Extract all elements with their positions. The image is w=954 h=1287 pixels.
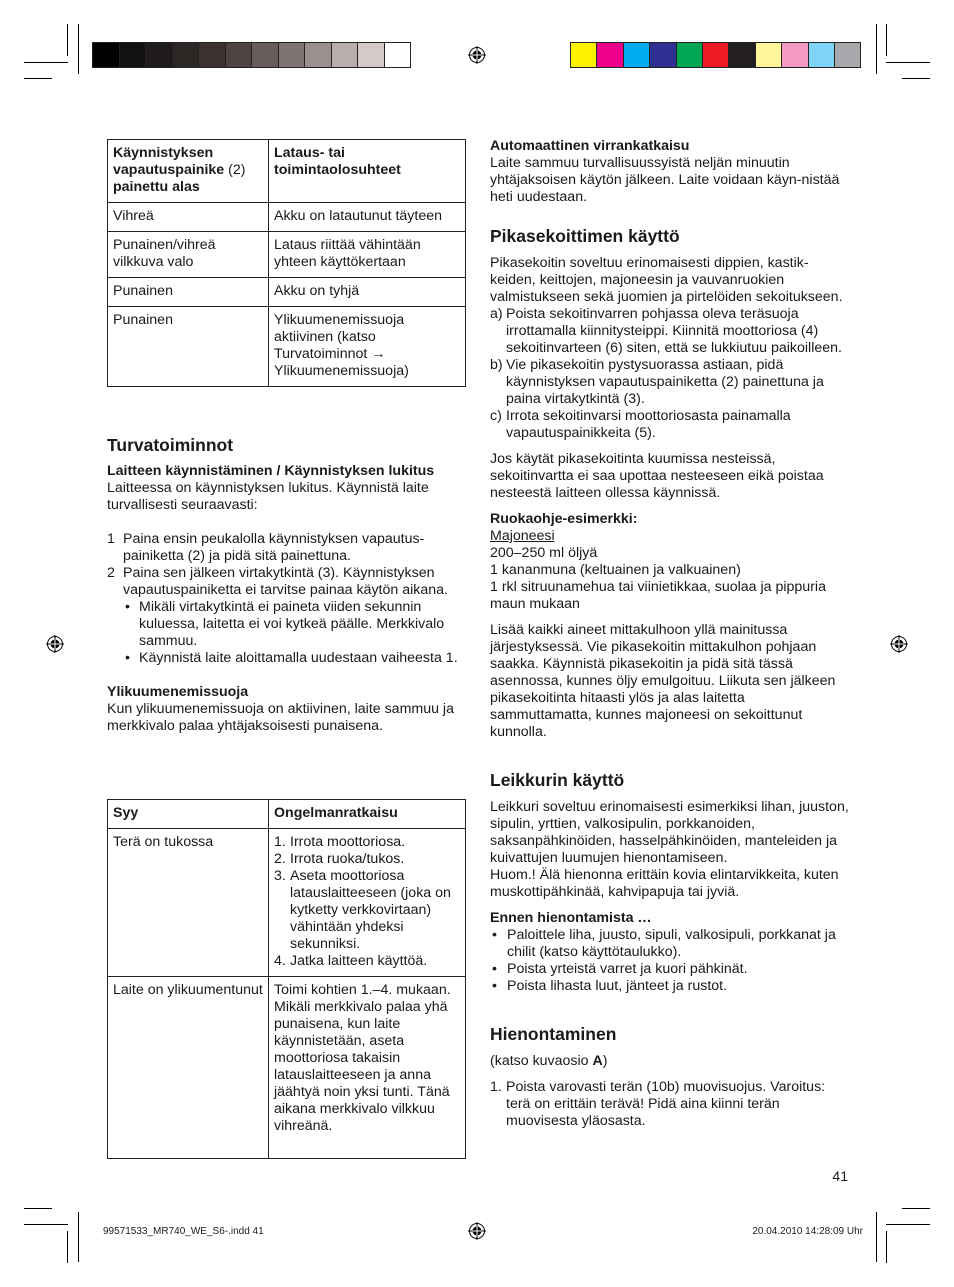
- paragraph: Jos käytät pikasekoitinta kuumissa nesteissä, sekoitinvartta ei saa upottaa nesteeseen eikä poistaa nesteestä laitteen ollessa käynnissä.: [490, 451, 824, 501]
- recipe-line: 1 kananmuna (keltuainen ja valkuainen): [490, 562, 741, 578]
- table-cell: [269, 829, 466, 977]
- list-item: 1. Poista varovasti terän (10b) muovisuojus. Varoitus: terä on erittäin terävä! Pidä aina kiinni terän muovisesta yläosasta.: [490, 1079, 826, 1129]
- subheading: Automaattinen virrankatkaisu: [490, 138, 690, 154]
- table-row: [108, 977, 466, 1159]
- table-cell: Punainen/vihreä vilkkuva valo: [108, 232, 269, 278]
- table-row: [108, 829, 466, 977]
- safety-section: [107, 435, 467, 735]
- color-swatch: [172, 42, 200, 68]
- table-cell: Akku on latautunut täyteen: [269, 203, 466, 232]
- list-item: c) Irrota sekoitinvarsi moottoriosasta painamalla vapautuspainikkeita (5).: [490, 408, 791, 441]
- recipe-line: 1 rkl sitruunamehua tai viinietikkaa, suolaa ja pippuria maun mukaan: [490, 579, 826, 612]
- paragraph: Kun ylikuumenemissuoja on aktiivinen, laite sammuu ja merkkivalo palaa yhtäjaksoisesti punaisena.: [107, 701, 454, 734]
- troubleshooting-table: [107, 799, 466, 1159]
- list-item: • Mikäli virtakytkintä ei paineta viiden sekunnin kuluessa, laitetta ei voi kytkeä päälle. Merkkivalo sammuu.: [125, 599, 445, 649]
- table-header-cell: Syy: [108, 800, 269, 829]
- color-swatch: [304, 42, 332, 68]
- table-header-cell: Ongelmanratkaisu: [269, 800, 466, 829]
- color-swatch: [755, 42, 782, 68]
- table-cell: Punainen: [108, 307, 269, 387]
- table-header-row: [108, 140, 466, 203]
- paragraph: Laitteessa on käynnistyksen lukitus. Käynnistä laite turvallisesti seuraavasti:: [107, 480, 429, 513]
- registration-mark-icon: [46, 635, 64, 653]
- table-cell: Laite on ylikuumentunut: [108, 977, 269, 1159]
- list-item: • Poista yrteistä varret ja kuori pähkinät.: [492, 961, 748, 977]
- color-swatch: [251, 42, 279, 68]
- list-item: • Paloittele liha, juusto, sipuli, valkosipuli, porkkanat ja chilit (katso käyttötaulukko).: [492, 927, 836, 960]
- color-swatch: [623, 42, 650, 68]
- table-header-row: [108, 800, 466, 829]
- table-cell: Akku on tyhjä: [269, 278, 466, 307]
- color-swatch: [702, 42, 729, 68]
- table-row: [108, 307, 466, 387]
- color-swatch: [808, 42, 835, 68]
- footer-date: 20.04.2010 14:28:09 Uhr: [752, 1226, 863, 1237]
- table-cell: Punainen: [108, 278, 269, 307]
- list-item: • Poista lihasta luut, jänteet ja rustot.: [492, 978, 728, 994]
- subheading: Ylikuumenemissuoja: [107, 684, 249, 700]
- list-item: 3. Aseta moottoriosa latauslaitteeseen (joka on kytketty verkkovirtaan) vähintään yhdeksi sekunniksi.: [274, 868, 451, 952]
- list-item: 2. Irrota ruoka/tukos.: [274, 851, 405, 867]
- color-swatch: [728, 42, 755, 68]
- subheading: Ennen hienontamista …: [490, 910, 652, 926]
- status-table: [107, 139, 466, 387]
- footer-filename: 99571533_MR740_WE_S6-.indd 41: [103, 1226, 264, 1237]
- list-item: 1. Irrota moottoriosa.: [274, 834, 406, 850]
- table-cell: Terä on tukossa: [108, 829, 269, 977]
- recipe-line: 200–250 ml öljyä: [490, 545, 598, 561]
- list-item: 4. Jatka laitteen käyttöä.: [274, 953, 428, 969]
- paragraph: Laite sammuu turvallisuussyistä neljän minuutin yhtäjaksoisen käytön jälkeen. Laite voidaan käyn-nistää heti uudestaan.: [490, 155, 840, 205]
- table-cell: Lataus riittää vähintään yhteen käyttökertaan: [269, 232, 466, 278]
- list-item: 1 Paina ensin peukalolla käynnistyksen vapautus-painiketta (2) ja pidä sitä painettuna.: [107, 531, 425, 564]
- table-cell: Toimi kohtien 1.–4. mukaan. Mikäli merkkivalo palaa yhä punaisena, kun laite käynnistetään, aseta moottoriosa takaisin latauslaitteeseen ja anna jäähtyä noin yksi tunti. Tänä aikana merkkivalo vilkkuu vihreänä.: [269, 977, 466, 1159]
- section-heading: Leikkurin käyttö: [490, 770, 625, 790]
- section-heading: Pikasekoittimen käyttö: [490, 226, 680, 246]
- paragraph: Huom.! Älä hienonna erittäin kovia elintarvikkeita, kuten muskottipähkinää, kahvipapuja tai jyviä.: [490, 867, 839, 900]
- list-item: 2 Paina sen jälkeen virtakytkintä (3). Käynnistyksen vapautuspainiketta ei tarvitse painaa käytön aikana.: [107, 565, 448, 598]
- table-cell: Ylikuumenemissuoja aktiivinen (katso Turvatoiminnot → Ylikuumenemissuoja): [269, 307, 466, 387]
- table-header-cell: Lataus- tai toimintaolosuhteet: [269, 140, 466, 203]
- color-swatch: [649, 42, 676, 68]
- table-row: [108, 203, 466, 232]
- paragraph: Leikkuri soveltuu erinomaisesti esimerkiksi lihan, juuston, sipulin, yrttien, valkosipulin, porkkanoiden, saksanpähkinöiden, hasselpähkinöiden, manteleiden ja kuivattujen luumujen hienontamiseen.: [490, 799, 849, 866]
- section-heading: Hienontaminen: [490, 1024, 617, 1044]
- table-row: [108, 232, 466, 278]
- list-item: a) Poista sekoitinvarren pohjassa oleva teräsuoja irrottamalla kiinnitysteippi. Kiinnitä moottoriosa (4) sekoitinvarteen (6) siten, että se lukkiutuu paikoilleen.: [490, 306, 842, 356]
- color-swatch: [834, 42, 861, 68]
- registration-mark-icon: [468, 46, 486, 64]
- registration-mark-icon: [468, 1222, 486, 1240]
- color-swatch: [384, 42, 412, 68]
- registration-mark-icon: [890, 635, 908, 653]
- list-item: • Käynnistä laite aloittamalla uudestaan vaiheesta 1.: [125, 650, 458, 666]
- right-column: [490, 138, 850, 1130]
- paragraph: (katso kuvaosio A): [490, 1053, 608, 1069]
- color-swatch: [596, 42, 623, 68]
- page-number: 41: [832, 1168, 848, 1184]
- table-row: [108, 278, 466, 307]
- color-swatch: [357, 42, 385, 68]
- numbered-list: [107, 531, 467, 667]
- recipe-name: Majoneesi: [490, 528, 555, 544]
- subheading: Laitteen käynnistäminen / Käynnistyksen lukitus: [107, 463, 435, 479]
- table-header-cell: Käynnistyksen vapautuspainike (2) painettu alas: [108, 140, 269, 203]
- section-heading: Turvatoiminnot: [107, 435, 234, 455]
- color-swatch: [198, 42, 226, 68]
- paragraph: Pikasekoitin soveltuu erinomaisesti dippien, kastik-keiden, keittojen, majoneesin ja vauvanruokien valmistukseen sekä juomien ja pirtelöiden sekoitukseen.: [490, 255, 843, 305]
- color-swatch: [119, 42, 147, 68]
- color-swatch: [676, 42, 703, 68]
- color-swatch: [278, 42, 306, 68]
- paragraph: Lisää kaikki aineet mittakulhoon yllä mainitussa järjestyksessä. Vie pikasekoitin mittakulhon pohjaan saakka. Käynnistä pikasekoitin ja pidä sitä tässä asennossa, kunnes öljy emulgoituu. Liikuta sen jälkeen pikasekoitinta hitaasti ylös ja alas laitetta sammuttamatta, kunnes majoneesi on sekoittunut kunnolla.: [490, 622, 836, 740]
- list-item: b) Vie pikasekoitin pystysuorassa astiaan, pidä käynnistyksen vapautuspainiketta (2) painettuna ja paina virtakytkintä (3).: [490, 357, 824, 407]
- color-swatch: [145, 42, 173, 68]
- color-swatch: [781, 42, 808, 68]
- subheading: Ruokaohje-esimerkki:: [490, 511, 638, 527]
- color-swatch: [570, 42, 597, 68]
- color-swatch: [331, 42, 359, 68]
- color-swatch: [225, 42, 253, 68]
- color-swatch: [92, 42, 120, 68]
- table-cell: Vihreä: [108, 203, 269, 232]
